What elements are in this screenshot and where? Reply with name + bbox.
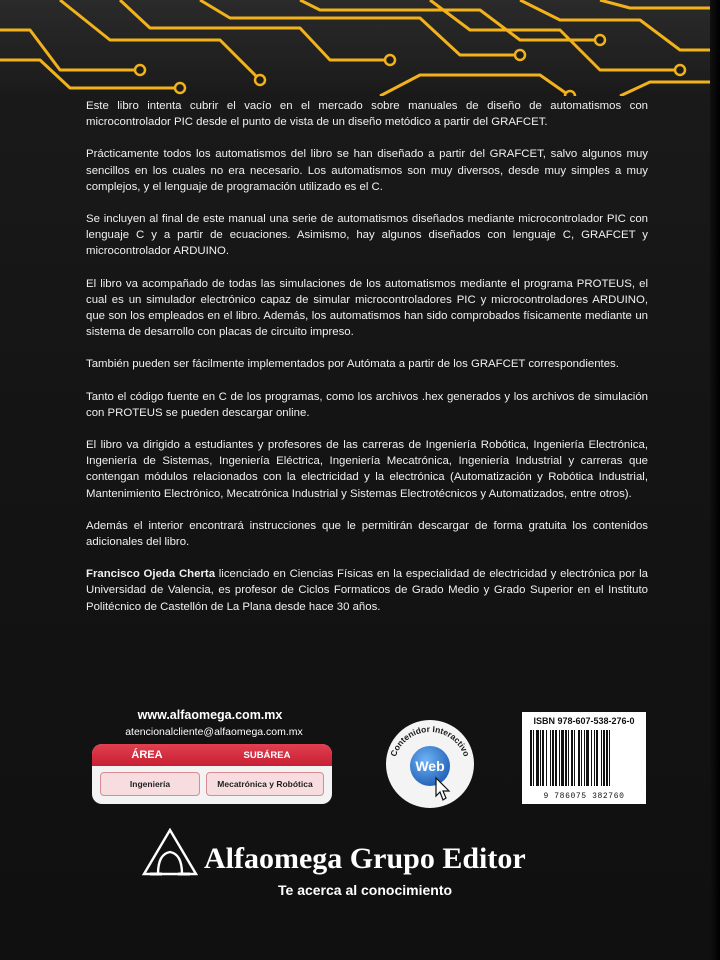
paragraph-1: Este libro intenta cubrir el vacío en el mercado sobre manuales de diseño de automatismos con microcontrolador PIC desde el punto de vista de un diseño metódico a partir del GRAFCET. — [86, 100, 648, 129]
area-label: ÁREA — [131, 749, 163, 761]
barcode-bar — [559, 730, 560, 786]
paragraph-4: El libro va acompañado de todas las simulaciones de los automatismos mediante el programa PROTEUS, el cual es un simulador electrónico capaz de simular microcontroladores PIC y microcontroladores ARDUINO, que son los empleados en el libro. Además, los automatismos han sido comprobados físicamente mediante un sistema de desarrollo con placas de circuito impreso. — [86, 277, 648, 339]
circuit-trace — [300, 0, 600, 40]
circuit-pad — [255, 75, 265, 85]
paragraph-5: También pueden ser fácilmente implementados por Autómata a partir de los GRAFCET correspondientes. — [86, 358, 619, 371]
author-name: Francisco Ojeda Cherta — [86, 568, 216, 581]
web-content-badge[interactable] — [380, 712, 480, 812]
barcode-bar — [594, 730, 595, 786]
publisher-tagline: Te acerca al conocimiento — [278, 882, 453, 898]
barcode-bar — [565, 730, 567, 786]
barcode-bar — [606, 730, 608, 786]
subarea-label: SUBÁREA — [243, 749, 291, 761]
barcode-bar — [530, 730, 532, 786]
area-header — [92, 744, 332, 766]
barcode-bar — [578, 730, 580, 786]
barcode-bar — [533, 730, 534, 786]
paragraph-2: Prácticamente todos los automatismos del libro se han diseñado a partir del GRAFCET, salvo algunos muy sencillos en los cuales no era necesario. Los automatismos son muy diversos, desde muy simples a muy complejos, y el lenguaje de programación utilizado es el C. — [86, 148, 648, 193]
paragraph-8: Además el interior encontrará instrucciones que le permitirán descargar de forma gratuita los contenidos adicionales del libro. — [86, 519, 648, 549]
barcode-bar — [550, 730, 551, 786]
barcode-graphic — [528, 730, 640, 788]
spine-shadow — [710, 0, 720, 960]
circuit-trace — [60, 0, 260, 80]
website-link[interactable]: www.alfaomega.com.mx — [137, 708, 283, 722]
barcode-bar — [546, 730, 547, 786]
isbn-barcode-box — [522, 712, 646, 804]
isbn-label: ISBN 978-607-538-276-0 — [533, 716, 635, 726]
web-label: Web — [415, 758, 445, 774]
alfaomega-logo-icon — [142, 828, 198, 878]
circuit-pad — [385, 55, 395, 65]
circuit-trace — [0, 30, 140, 70]
contact-info — [90, 708, 340, 738]
paragraph-6: Tanto el código fuente en C de los programas, como los archivos .hex generados y los archivos de simulación con PROTEUS se pueden descargar online. — [86, 390, 648, 419]
badge-arc-label: Contenidor Interactivo — [388, 723, 472, 758]
barcode-bar — [552, 730, 554, 786]
email-link[interactable]: atencionalcliente@alfaomega.com.mx — [125, 726, 303, 738]
circuit-pad — [565, 91, 575, 96]
author-bio-text: licenciado en Ciencias Físicas en la especialidad de electricidad y electrónica por la Universidad de Valencia, es profesor de Ciclos Formaticos de Grado Medio y Grado Superior en el Instituto Politécnico de Castellón de La Plana desde hace 30 años. — [86, 568, 649, 613]
paragraph-7: El libro va dirigido a estudiantes y profesores de las carreras de Ingeniería Robótica, Ingeniería Electrónica, Ingeniería de Sistemas, Ingeniería Eléctrica, Ingeniería Mecatrónica, Ingeniería Industrial y carreras que contengan módulos relacionados con la electricidad y la electrónica (Automatización y Robótica Industrial, Mantenimiento Electrónico, Mecatrónica Industrial y Sistemas Electrotécnicos y Automatizados, entre otros). — [86, 439, 648, 500]
circuit-trace — [620, 82, 720, 96]
circuit-trace — [600, 0, 720, 8]
barcode-bar — [542, 730, 544, 786]
barcode-bar — [596, 730, 598, 786]
publisher-name: Alfaomega Grupo Editor — [204, 842, 526, 875]
subject-area-box — [92, 744, 332, 804]
subarea-value: Mecatrónica y Robótica — [206, 772, 324, 796]
barcode-bar — [574, 730, 575, 786]
paragraph-3: Se incluyen al final de este manual una serie de automatismos diseñados mediante microcontrolador PIC con lenguaje C y a partir de ecuaciones. Asimismo, hay algunos diseñados con lenguaje C, GRAFCET y microcontrolador ARDUINO. — [86, 213, 648, 258]
barcode-bar — [581, 730, 582, 786]
barcode-bar — [603, 730, 605, 786]
description-text — [86, 98, 648, 631]
isbn-digits: 9 786075 382760 — [543, 792, 625, 801]
barcode-bar — [584, 730, 585, 786]
barcode-bar — [540, 730, 541, 786]
barcode-bar — [555, 730, 557, 786]
circuit-pad — [175, 83, 185, 93]
circuit-pad — [135, 65, 145, 75]
barcode-bar — [591, 730, 592, 786]
barcode-bar — [571, 730, 573, 786]
barcode-bar — [561, 730, 564, 786]
circuit-pad — [675, 65, 685, 75]
barcode-bar — [586, 730, 589, 786]
barcode-bar — [601, 730, 602, 786]
barcode-bar — [536, 730, 539, 786]
circuit-trace — [380, 75, 570, 96]
author-bio — [86, 566, 648, 615]
area-values — [92, 766, 332, 802]
publisher-brand — [142, 828, 602, 908]
circuit-traces-graphic — [0, 0, 720, 96]
barcode-bar — [568, 730, 569, 786]
circuit-pad — [515, 50, 525, 60]
area-value: Ingeniería — [100, 772, 200, 796]
circuit-board-banner — [0, 0, 720, 96]
circuit-pad — [595, 35, 605, 45]
web-badge-graphic — [380, 712, 480, 812]
circuit-trace — [0, 60, 180, 88]
barcode-bar — [609, 730, 610, 786]
